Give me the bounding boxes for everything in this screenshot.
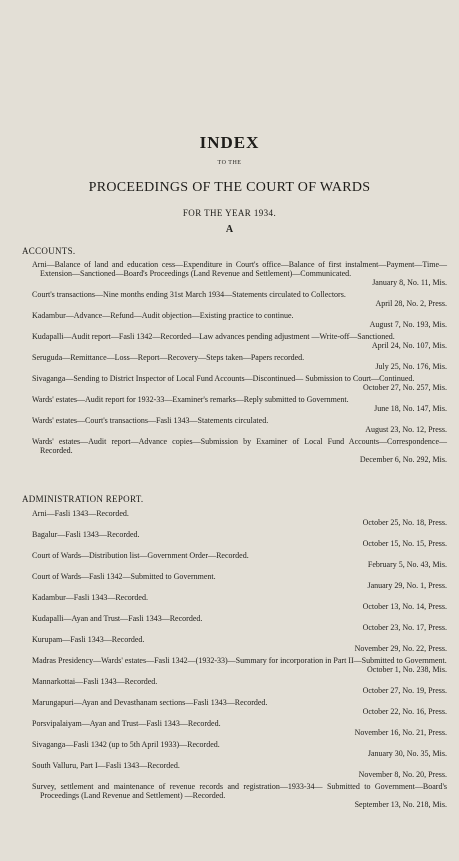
letter-heading: A [225, 224, 234, 235]
administration-report-entries [32, 509, 447, 812]
index-entry [32, 719, 447, 737]
entry-reference: July 25, No. 176, Mis. [375, 362, 447, 371]
index-entry [32, 530, 447, 548]
index-heading: INDEX [199, 133, 260, 152]
index-entry [32, 593, 447, 611]
index-entry [32, 635, 447, 653]
index-entry [32, 656, 447, 674]
entry-text: Wards' estates—Court's transactions—Fasli 1343—Statements circulated. [32, 416, 269, 425]
entry-reference: January 8, No. 11, Mis. [372, 278, 447, 287]
section-title-administration-report: ADMINISTRATION REPORT. [22, 494, 144, 504]
entry-reference: October 13, No. 14, Press. [362, 602, 447, 611]
index-entry [32, 395, 447, 413]
entry-reference: August 23, No. 12, Press. [365, 425, 447, 434]
entry-text: Kurupam—Fasli 1343—Recorded. [32, 635, 145, 644]
index-entry [32, 353, 447, 371]
entry-text: Kudapalli—Audit report—Fasli 1342—Recorded—Law advances pending adjustment —Write-off—Sanctioned. [32, 332, 395, 341]
entry-reference: December 6, No. 292, Mis. [359, 455, 447, 464]
entry-reference: October 27, No. 257, Mis. [363, 383, 447, 392]
index-entry [32, 698, 447, 716]
entry-text: Kadambur—Advance—Refund—Audit objection—Existing practice to continue. [32, 311, 294, 320]
entry-text: Sivaganga—Sending to District Inspector of Local Fund Accounts—Discontinued— Submission to Court—Continued. [32, 374, 415, 383]
entry-text: South Valluru, Part I—Fasli 1343—Recorded. [32, 761, 180, 770]
entry-text: Mannarkottai—Fasli 1343—Recorded. [32, 677, 158, 686]
entry-text: Court's transactions—Nine months ending 31st March 1934—Statements circulated to Collectors. [32, 290, 346, 299]
entry-text: Arni—Fasli 1343—Recorded. [32, 509, 129, 518]
entry-reference: August 7, No. 193, Mis. [369, 320, 447, 329]
entry-reference: November 8, No. 20, Press. [358, 770, 447, 779]
index-entry [32, 437, 447, 464]
index-entry [32, 290, 447, 308]
accounts-entries [32, 260, 447, 467]
entry-text: Wards' estates—Audit report—Advance copies—Submission by Examiner of Local Fund Accounts—Correspondence—Recorded. [32, 437, 447, 455]
entry-reference: October 23, No. 17, Press. [362, 623, 447, 632]
index-entry [32, 782, 447, 809]
entry-reference: October 22, No. 16, Press. [362, 707, 447, 716]
entry-reference: February 5, No. 43, Mis. [367, 560, 447, 569]
index-entry [32, 677, 447, 695]
entry-reference: November 29, No. 22, Press. [354, 644, 447, 653]
index-entry [32, 740, 447, 758]
entry-text: Marungapuri—Ayan and Devasthanam sections—Fasli 1343—Recorded. [32, 698, 268, 707]
entry-text: Bagalur—Fasli 1343—Recorded. [32, 530, 140, 539]
entry-reference: April 24, No. 107, Mis. [371, 341, 447, 350]
entry-text: Arni—Balance of land and education cess—Expenditure in Court's office—Balance of first instalment—Payment—Time—Extension—Sanctioned—Board's Proceedings (Land Revenue and Settlement)—Communicated. [32, 260, 447, 278]
index-entry [32, 332, 447, 350]
entry-reference: September 13, No. 218, Mis. [354, 800, 447, 809]
entry-reference: January 29, No. 1, Press. [367, 581, 447, 590]
entry-text: Seruguda—Remittance—Loss—Report—Recovery—Steps taken—Papers recorded. [32, 353, 305, 362]
to-the-subheading: TO THE [217, 160, 242, 166]
entry-reference: June 18, No. 147, Mis. [374, 404, 447, 413]
entry-text: Porsvipalaiyam—Ayan and Trust—Fasli 1343—Recorded. [32, 719, 221, 728]
index-entry [32, 374, 447, 392]
entry-text: Kadambur—Fasli 1343—Recorded. [32, 593, 148, 602]
entry-text: Sivaganga—Fasli 1342 (up to 5th April 1933)—Recorded. [32, 740, 220, 749]
entry-reference: October 27, No. 19, Press. [362, 686, 447, 695]
index-entry [32, 311, 447, 329]
entry-reference: October 1, No. 238, Mis. [367, 665, 447, 674]
section-title-accounts: ACCOUNTS. [22, 246, 76, 256]
entry-text: Wards' estates—Audit report for 1932-33—Examiner's remarks—Reply submitted to Government. [32, 395, 349, 404]
entry-reference: January 30, No. 35, Mis. [367, 749, 447, 758]
index-entry [32, 551, 447, 569]
entry-text: Court of Wards—Distribution list—Government Order—Recorded. [32, 551, 249, 560]
index-entry [32, 509, 447, 527]
index-entry [32, 614, 447, 632]
entry-text: Survey, settlement and maintenance of revenue records and registration—1933-34— Submitted to Government—Board's Proceedings (Land Revenue and Settlement) —Recorded. [32, 782, 447, 800]
entry-reference: April 28, No. 2, Press. [375, 299, 447, 308]
entry-text: Madras Presidency—Wards' estates—Fasli 1342—(1932-33)—Summary for incorporation in Part II—Submitted to Government. [32, 656, 447, 665]
index-entry [32, 761, 447, 779]
index-entry [32, 572, 447, 590]
entry-text: Kudapalli—Ayan and Trust—Fasli 1343—Recorded. [32, 614, 203, 623]
proceedings-title: PROCEEDINGS OF THE COURT OF WARDS [88, 180, 371, 195]
entry-reference: October 15, No. 15, Press. [362, 539, 447, 548]
index-entry [32, 416, 447, 434]
year-subtitle: FOR THE YEAR 1934. [182, 208, 277, 218]
entry-reference: October 25, No. 18, Press. [362, 518, 447, 527]
entry-reference: November 16, No. 21, Press. [354, 728, 447, 737]
entry-text: Court of Wards—Fasli 1342—Submitted to Government. [32, 572, 216, 581]
index-entry [32, 260, 447, 287]
